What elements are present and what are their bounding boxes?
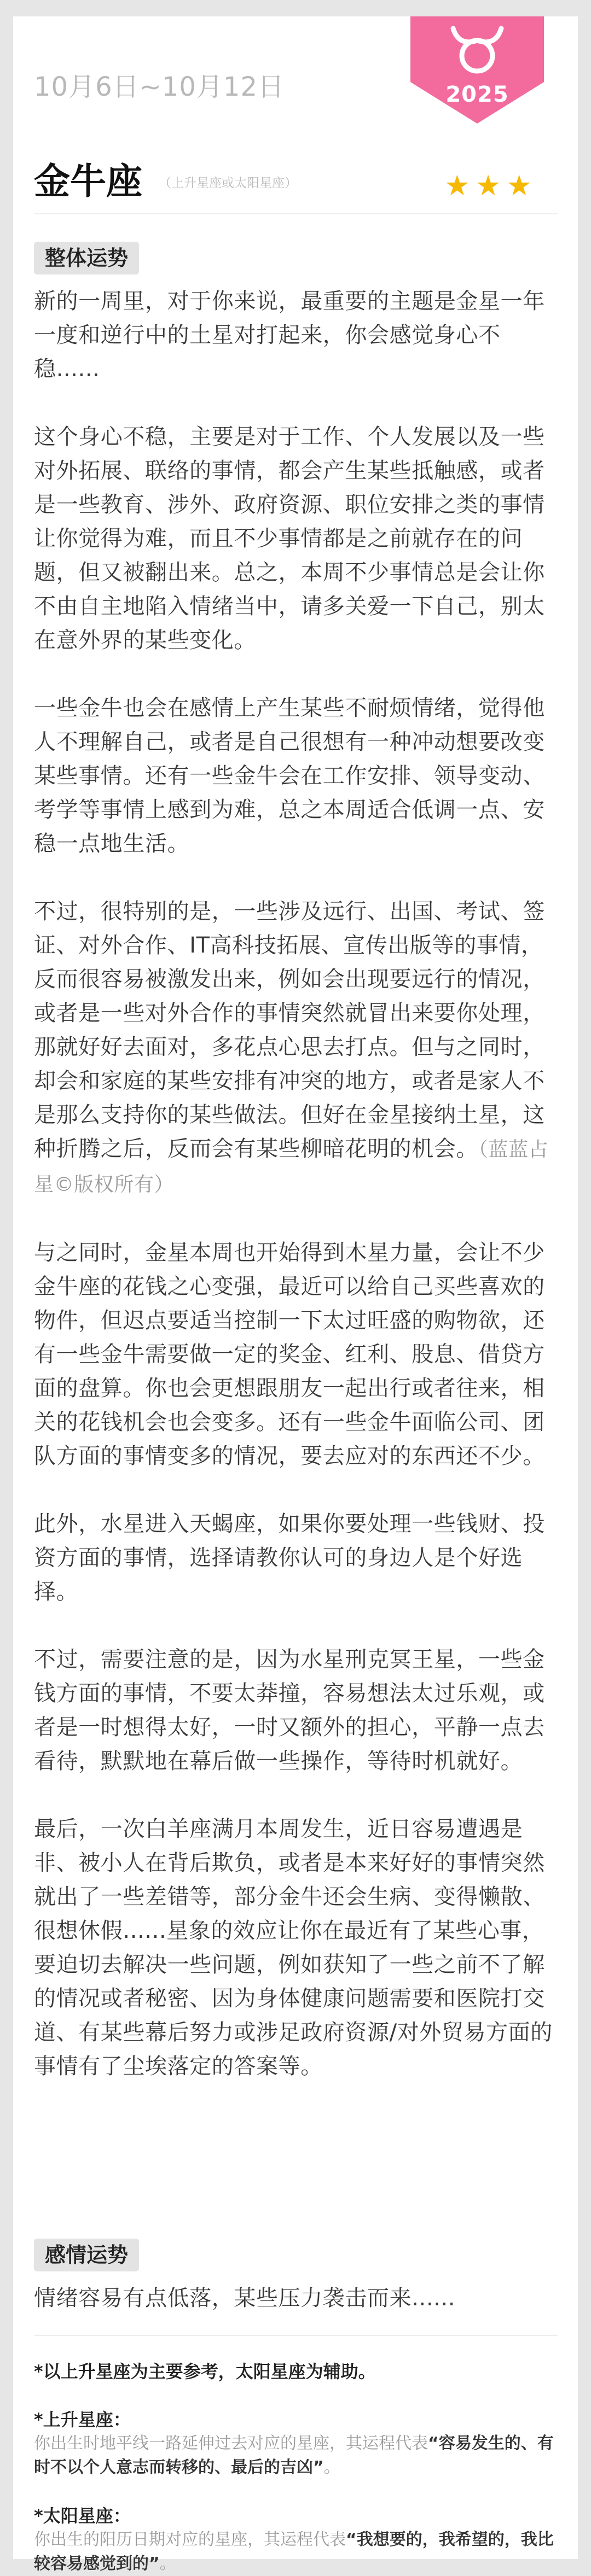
divider <box>34 2335 558 2336</box>
divider <box>34 213 558 214</box>
love-text <box>34 2281 559 2315</box>
overall-paragraph: 最后，一次白羊座满月本周发生，近日容易遭遇是非、被小人在背后欺负，或者是本来好好的事情突然就出了一些差错等，部分金牛还会生病、变得懒散、很想休假......星象的效应让你在最近有了某些心事，要迫切去解决一些问题，例如获知了一些之前不了解的情况或者秘密、因为身体健康问题需要和医院打交道、有某些幕后努力或涉足政府资源/对外贸易方面的事情有了尘埃落定的答案等。 <box>34 1816 553 2079</box>
rating-stars: ★★★ <box>444 170 537 202</box>
badge-year: 2025 <box>445 82 509 107</box>
overall-paragraph: 不过，需要注意的是，因为水星刑克冥王星，一些金钱方面的事情，不要太莽撞，容易想法太过乐观，或者是一时想得太好，一时又额外的担心，平静一点去看待，默默地在幕后做一些操作，等待时机就好。 <box>34 1647 545 1774</box>
taurus-icon <box>410 21 544 86</box>
year-badge <box>410 16 544 124</box>
sun-explanation <box>34 2528 559 2576</box>
section-tag-overall: 整体运势 <box>34 242 139 274</box>
sun-quote: “我想要的，我希望的，我比较容易感觉到的” <box>34 2530 554 2573</box>
sign-header <box>34 148 559 202</box>
overall-paragraph <box>34 895 559 1202</box>
overall-paragraph: 一些金牛也会在感情上产生某些不耐烦情绪，觉得他人不理解自己，或者是自己很想有一种冲动想要改变某些事情。还有一些金牛会在工作安排、领导变动、考学等事情上感到为难，总之本周适合低调一点、安稳一点地生活。 <box>34 696 545 856</box>
footnotes <box>34 2359 559 2576</box>
overall-text <box>34 284 559 2083</box>
overall-paragraph-text: 不过，很特别的是，一些涉及远行、出国、考试、签证、对外合作、IT高科技拓展、宣传出版等的事情，反而很容易被激发出来，例如会出现要远行的情况，或者是一些对外合作的事情突然就冒出来要你处理，那就好好去面对，多花点心思去打点。但与之同时，却会和家庭的某些安排有冲突的地方，或者是家人不是那么支持你的某些做法。但好在金星接纳土星，这种折腾之后，反而会有某些柳暗花明的机会。 <box>34 899 545 1161</box>
copyright-note: （蓝蓝占星©版权所有） <box>34 1138 549 1196</box>
rising-title: *上升星座： <box>34 2409 131 2430</box>
overall-paragraph: 此外，水星进入天蝎座，如果你要处理一些钱财、投资方面的事情，选择请教你认可的身边人是个好选择。 <box>34 1511 545 1604</box>
horoscope-card <box>13 16 578 2573</box>
section-tag-love: 感情运势 <box>34 2239 139 2271</box>
sun-text: 你出生的阳历日期对应的星座，其运程代表 <box>34 2530 346 2549</box>
overall-paragraph: 这个身心不稳，主要是对于工作、个人发展以及一些对外拓展、联络的事情，都会产生某些抵触感，或者是一些教育、涉外、政府资源、职位安排之类的事情让你觉得为难，而且不少事情都是之前就存在的问题，但又被翻出来。总之，本周不少事情总是会让你不由自主地陷入情绪当中，请多关爱一下自己，别太在意外界的某些变化。 <box>34 424 545 653</box>
overall-paragraph: 新的一周里，对于你来说，最重要的主题是金星一年一度和逆行中的土星对打起来，你会感觉身心不稳...... <box>34 289 545 382</box>
footnote-main: *以上升星座为主要参考，太阳星座为辅助。 <box>34 2361 376 2382</box>
date-range: 10月6日~10月12日 <box>34 72 285 102</box>
sun-title: *太阳星座： <box>34 2505 131 2526</box>
overall-paragraph: 与之同时，金星本周也开始得到木星力量，会让不少金牛座的花钱之心变强，最近可以给自己买些喜欢的物件，但迟点要适当控制一下太过旺盛的购物欲，还有一些金牛需要做一定的奖金、红利、股息、借贷方面的盘算。你也会更想跟朋友一起出行或者往来，相关的花钱机会也会变多。还有一些金牛面临公司、团队方面的事情变多的情况，要去应对的东西还不少。 <box>34 1240 545 1469</box>
sun-end: 。 <box>159 2554 176 2573</box>
love-paragraph: 情绪容易有点低落，某些压力袭击而来...... <box>34 2286 456 2311</box>
sign-subtitle: （上升星座或太阳星座） <box>159 176 297 190</box>
rising-explanation <box>34 2432 559 2480</box>
sign-name: 金牛座 <box>34 160 142 202</box>
rising-end: 。 <box>323 2458 340 2477</box>
rising-text: 你出生时地平线一路延伸过去对应的星座，其运程代表 <box>34 2434 428 2453</box>
rising-quote: “容易发生的、有时不以个人意志而转移的、最后的吉凶” <box>34 2434 554 2477</box>
